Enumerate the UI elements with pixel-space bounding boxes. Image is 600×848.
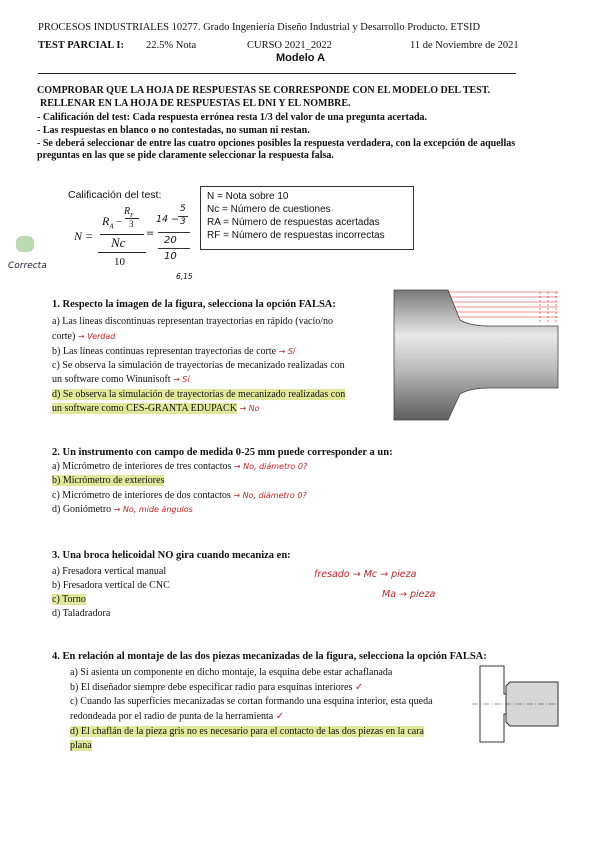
instruction-title-1: COMPROBAR QUE LA HOJA DE RESPUESTAS SE CORRESPONDE CON EL MODELO DEL TEST. (37, 85, 491, 96)
green-highlight-mark (16, 236, 34, 252)
q1-title: 1. Respecto la imagen de la figura, selecciona la opción FALSA: (52, 299, 336, 310)
q2-c-note: → No, diámetro 0? (233, 491, 307, 500)
formula-ten: 10 (114, 256, 125, 268)
q3-option-d: d) Taladradora (52, 608, 111, 619)
q2-a-note: → No, diámetro 0? (233, 462, 308, 471)
instruction-select-1: - Se deberá seleccionar de entre las cuatro opciones posibles la respuesta verdadera, con la excepción de aquellas (37, 138, 516, 149)
q2-title: 2. Un instrumento con campo de medida 0-25 mm puede corresponder a un: (52, 447, 393, 458)
formula-rf: $R_F$ (124, 206, 134, 219)
legend-ra: RA = Número de respuestas acertadas (207, 217, 380, 228)
hand-bar-main (158, 232, 190, 233)
exam-date: 11 de Noviembre de 2021 (410, 40, 519, 51)
formula-ra: $R_A$ (102, 214, 114, 231)
q4-option-c-line2: redondeada por el radio de punta de la herramienta ✓ (70, 711, 285, 722)
q1-option-d-line2: un software como CES-GRANTA EDUPACK → No (52, 403, 260, 414)
margin-note-correcta: Correcta (8, 261, 47, 271)
legend-nc: Nc = Número de cuestiones (207, 204, 331, 215)
hand-equals: = (146, 228, 155, 239)
hand-five: 5 (180, 204, 186, 214)
q1-option-c-line1: c) Se observa la simulación de trayectorias de mecanizado realizadas con (52, 360, 345, 371)
hand-ten: 10 (164, 251, 177, 262)
hand-result: 6,15 (176, 272, 193, 281)
q1-option-b: b) Las líneas continuas representan trayectorias de corte → Sí (52, 346, 296, 357)
instruction-blank: - Las respuestas en blanco o no contestadas, no suman ni restan. (37, 125, 310, 136)
q2-option-d: d) Goniómetro → No, mide ángulos (52, 504, 193, 515)
hand-three: 3 (180, 217, 186, 227)
formula-nc: Nc (111, 235, 126, 250)
hand-fourteen: 14 − (156, 214, 180, 225)
model-label: Modelo A (276, 52, 326, 64)
q3-option-a: a) Fresadora vertical manual (52, 566, 167, 577)
q3-option-c: c) Torno (52, 594, 86, 605)
q4-assembly-figure (470, 662, 560, 746)
q4-option-d-line2: plana (70, 740, 92, 751)
formula-label: Calificación del test: (68, 189, 162, 201)
q4-option-d-line1: d) El chaflán de la pieza gris no es necesario para el contacto de las dos piezas en la cara (70, 726, 424, 737)
header-divider (38, 73, 516, 74)
course-header-line: PROCESOS INDUSTRIALES 10277. Grado Ingeniería Diseño Industrial y Desarrollo Producto. ETSID (38, 22, 481, 33)
q3-note-1: fresado → Mc → pieza (314, 569, 417, 580)
q1-c-note: → Sí (173, 375, 190, 384)
instruction-select-2: preguntas en las que se pide claramente seleccionar la respuesta falsa. (37, 150, 334, 161)
q1-option-a-line1: a) Las líneas discontinuas representan trayectorias en rápido (vacío/no (52, 316, 334, 327)
formula-lhs: N = (74, 229, 94, 243)
hand-twenty: 20 (164, 235, 177, 246)
q1-a-note: → Verdad (77, 332, 116, 341)
q2-option-c: c) Micrómetro de interiores de dos contactos → No, diámetro 0? (52, 490, 307, 501)
q3-option-b: b) Fresadora vertical de CNC (52, 580, 170, 591)
q1-b-note: → Sí (278, 347, 296, 356)
test-label: TEST PARCIAL I: (38, 40, 124, 51)
course-year: CURSO 2021_2022 (247, 40, 332, 51)
q4-title: 4. En relación al montaje de las dos piezas mecanizadas de la figura, selecciona la opción FALSA: (52, 651, 487, 662)
formula-outer-bar (98, 252, 146, 253)
test-weight: 22.5% Nota (146, 40, 197, 51)
instruction-grading: - Calificación del test: Cada respuesta errónea resta 1/3 del valor de una pregunta acertada. (37, 112, 428, 123)
q1-option-a-line2: corte) → Verdad (52, 331, 116, 342)
q4-option-b: b) El diseñador siempre debe especificar radio para esquinas interiores ✓ (70, 682, 364, 693)
formula-three: 3 (129, 219, 134, 229)
q4-b-check: ✓ (354, 682, 364, 693)
q1-lathe-figure (390, 286, 562, 424)
q2-option-b: b) Micrómetro de exteriores (52, 475, 165, 486)
q4-option-c-line1: c) Cuando las superficies mecanizadas se cortan formando una esquina interior, esta queda (70, 696, 433, 707)
q4-c-check: ✓ (275, 711, 285, 722)
q1-d-note: → No (239, 404, 260, 413)
q2-option-a: a) Micrómetro de interiores de tres contactos → No, diámetro 0? (52, 461, 308, 472)
formula-minus: − (116, 216, 123, 228)
q4-option-a: a) Si asienta un componente en dicho montaje, la esquina debe estar achaflanada (70, 667, 393, 678)
q1-option-d-line1: d) Se observa la simulación de trayectorias de mecanizado realizadas con (52, 389, 346, 400)
instruction-title-2: RELLENAR EN LA HOJA DE RESPUESTAS EL DNI Y EL NOMBRE. (40, 98, 351, 109)
legend-n: N = Nota sobre 10 (207, 191, 289, 202)
q3-title: 3. Una broca helicoidal NO gira cuando mecaniza en: (52, 550, 291, 561)
q1-option-c-line2: un software como Winunisoft → Sí (52, 374, 190, 385)
formula-legend (200, 186, 414, 250)
hand-bar-outer (158, 248, 190, 249)
q3-note-2: Ma → pieza (382, 589, 436, 600)
legend-rf: RF = Número de respuestas incorrectas (207, 230, 385, 241)
q2-d-note: → No, mide ángulos (113, 505, 193, 514)
